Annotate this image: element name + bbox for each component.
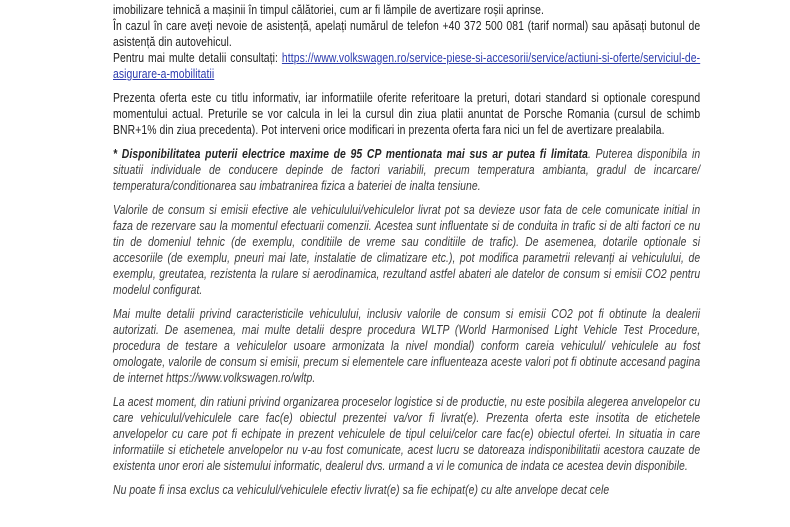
power-limitation-bold-text: * Disponibilitatea puterii electrice maxime de 95 CP mentionata mai sus ar putea fi limitata	[113, 146, 588, 161]
mobility-service-link[interactable]: https://www.volkswagen.ro/service-piese-si-accesorii/service/actiuni-si-oferte/serviciul-de-asigurare-a-mobilitatii	[113, 50, 701, 81]
more-details-label: Pentru mai multe detalii consultați:	[113, 50, 282, 65]
paragraph-wltp-details: Mai multe detalii privind caracteristicile vehiculului, inclusiv valorile de consum si emisii CO2 pot fi obtinute la dealerii autorizati. De asemenea, mai multe detalii despre procedura WLTP (World Harmonised Light Vehicle Test Procedure, procedura de testare a vehiculelor usoare armonizata la nivel mondial) conform careia vehiculul/ vehiculele au fost omologate, valorile de consum si emisii, precum si elementele care influenteaza aceste valori pot fi obtinute accesand pagina de internet https://www.volkswagen.ro/wltp.	[113, 306, 701, 385]
paragraph-assistance-phone: În cazul în care aveți nevoie de asistență, apelați numărul de telefon +40 372 500 081 (tarif normal) sau apăsați butonul de asistență din autovehicul.	[113, 18, 701, 49]
paragraph-warning-lamps: imobilizare tehnică a mașinii în timpul călătoriei, cum ar fi lămpile de avertizare roșii aprinse.	[113, 2, 544, 17]
paragraph-power-limitation	[113, 146, 700, 194]
paragraph-tire-labels: La acest moment, din ratiuni privind organizarea proceselor logistice si de productie, nu este posibila alegerea anvelopelor cu care vehiculul/vehiculele care fac(e) obiectul prezentei va/vor fi livrat(e). Prezenta oferta este insotita de etichetele anvelopelor cu care pot fi echipate in prezent vehiculele de tipul celui/celor care fac(e) obiectul ofertei. In situatia in care informatiile si etichetele anvelopelor nu v-au fost comunicate, acest lucru se datoreaza indisponibilitatii acestora cauzate de existenta unor erori ale sistemului informatic, dealerul dvs. urmand a vi le comunica de indata ce acestea devin disponibile.	[113, 394, 701, 473]
paragraph-informative-offer: Prezenta oferta este cu titlu informativ, iar informatiile oferite referitoare la preturi, dotari standard si optionale corespund momentului actual. Preturile se vor calcula in lei la cursul din ziua platii anuntat de Porsche Romania (cursul de schimb BNR+1% din ziua precedenta). Pot interveni orice modificari in prezenta oferta fara nici un fel de avertizare prealabila.	[113, 90, 701, 137]
paragraph-more-details	[113, 50, 700, 82]
document-text-column	[113, 2, 700, 498]
power-limitation-rest-text: . Puterea disponibila in situatii individuale de conducere depinde de factori variabili, precum temperatura ambianta, gradul de incarcare/ temperatura/conditionarea sau imbatranirea fizica a bateriei de inalta tensiune.	[113, 146, 701, 193]
paragraph-tires-disclaimer: Nu poate fi insa exclus ca vehiculul/vehiculele efectiv livrat(e) sa fie echipat(e) cu alte anvelope decat cele	[113, 482, 610, 497]
paragraph-consumption-emissions: Valorile de consum si emisii efective ale vehiculului/vehiculelor livrat pot sa devieze usor fata de cele comunicate initial in faza de rezervare sau la momentul efectuarii comenzii. Acestea sunt influentate si de conduita in trafic si de alti factori ce nu tin de domeniul tehnic (de exemplu, conditiile de vreme sau conditiile de trafic). De asemenea, dotarile optionale si accesoriile (de exemplu, pneuri mai late, instalatie de climatizare etc.), pot modifica parametrii relevanți ai vehiculului, de exemplu, greutatea, rezistenta la rulare si aerodinamica, rezultand astfel abateri ale datelor de consum si emisii CO2 pentru modelul configurat.	[113, 202, 701, 297]
